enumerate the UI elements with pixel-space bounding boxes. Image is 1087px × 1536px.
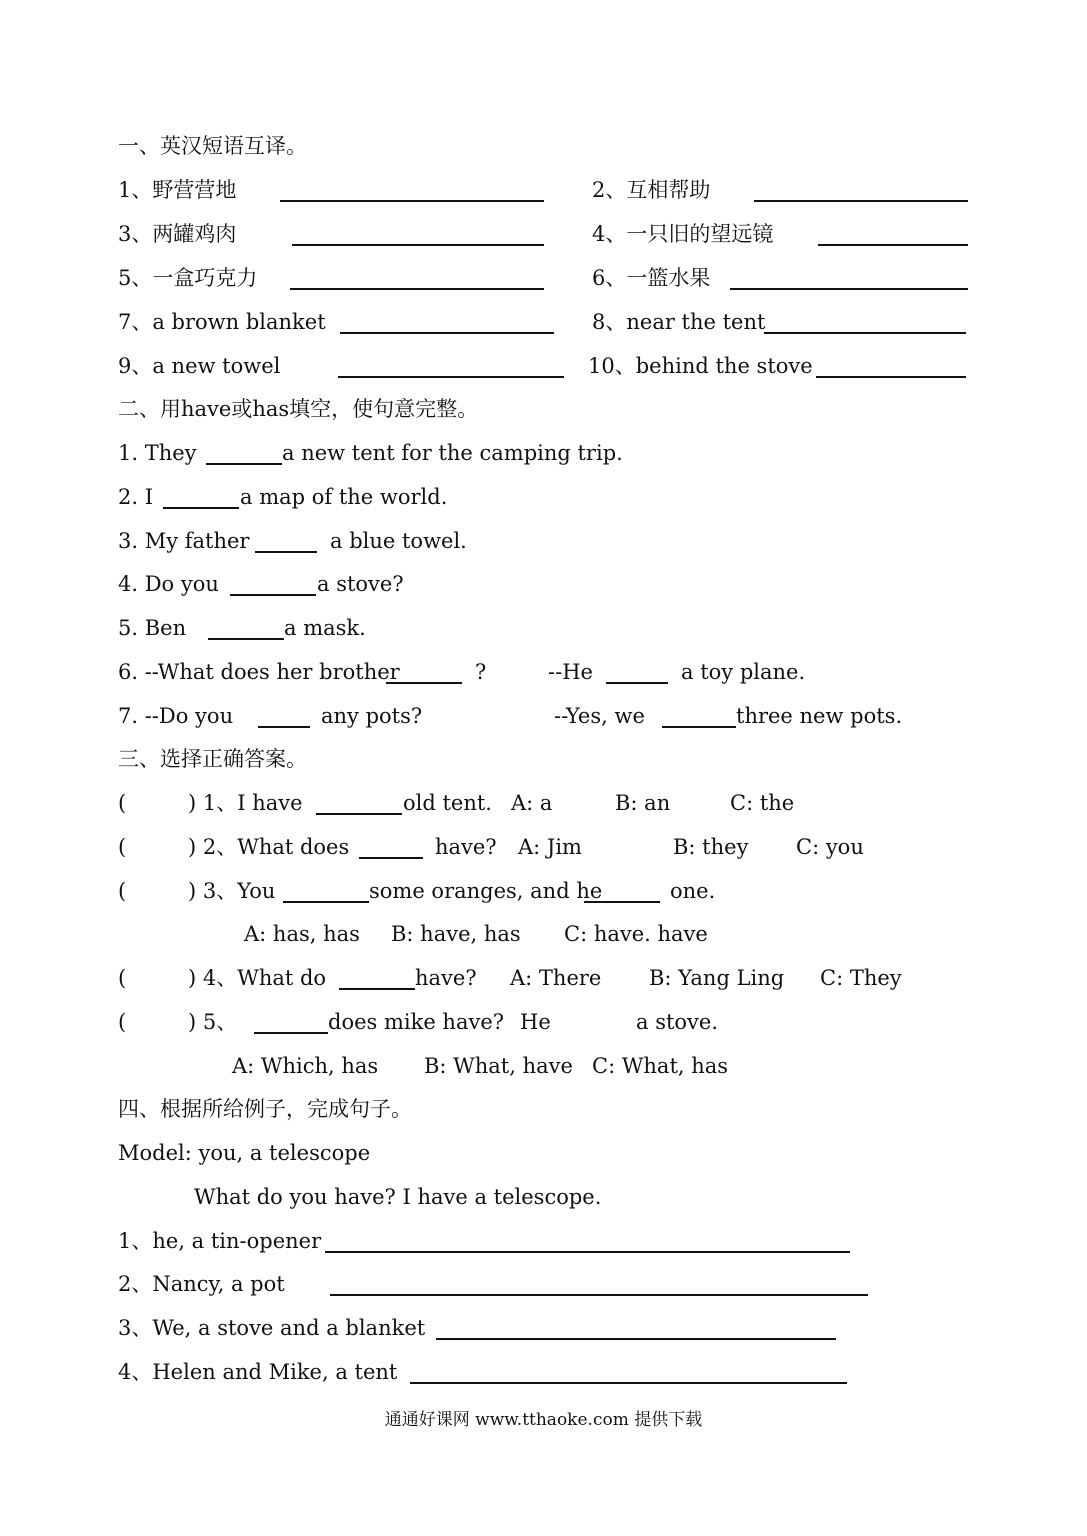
fill-q5-end: a mask. xyxy=(284,616,366,640)
choice-q2-stem: ) 2、What does xyxy=(188,835,350,859)
phrase-item-2: 2、互相帮助 xyxy=(592,178,711,202)
sentence-item-4: 4、Helen and Mike, a tent xyxy=(118,1360,398,1384)
sentence-item-2: 2、Nancy, a pot xyxy=(118,1272,285,1296)
choice-q2-blank[interactable] xyxy=(359,857,423,859)
choice-q2-option-a: A: Jim xyxy=(518,835,582,859)
choice-q5-option-a: A: Which, has xyxy=(232,1054,379,1078)
fill-q7-blank-2[interactable] xyxy=(662,726,736,728)
phrase-item-9: 9、a new towel xyxy=(118,354,281,378)
fill-q3-end: a blue towel. xyxy=(330,529,467,553)
fill-q4-blank[interactable] xyxy=(230,594,316,596)
answer-blank-9[interactable] xyxy=(338,376,564,378)
answer-blank-8[interactable] xyxy=(764,332,966,334)
section-4-heading: 四、根据所给例子，完成句子。 xyxy=(118,1097,412,1121)
section-2-heading: 二、用have或has填空，使句意完整。 xyxy=(118,397,479,421)
answer-blank-7[interactable] xyxy=(340,332,554,334)
choice-q5-option-b: B: What, have xyxy=(424,1054,573,1078)
answer-blank-2[interactable] xyxy=(754,200,968,202)
choice-q1-blank[interactable] xyxy=(316,813,402,815)
fill-q2-start: 2. I xyxy=(118,485,154,509)
choice-q2-option-c: C: you xyxy=(796,835,864,859)
fill-q7-mid: any pots? xyxy=(321,704,423,728)
section-1-heading: 一、英汉短语互译。 xyxy=(118,134,307,158)
choice-q1-stem: ) 1、I have xyxy=(188,791,303,815)
choice-q5-stem: ) 5、 xyxy=(188,1010,238,1034)
phrase-item-3: 3、两罐鸡肉 xyxy=(118,222,237,246)
sentence-blank-1[interactable] xyxy=(325,1251,850,1253)
answer-blank-10[interactable] xyxy=(816,376,966,378)
sentence-item-3: 3、We, a stove and a blanket xyxy=(118,1316,426,1340)
fill-q3-start: 3. My father xyxy=(118,529,250,553)
choice-q3-bracket[interactable]: ( xyxy=(118,879,127,903)
choice-q3-option-c: C: have. have xyxy=(564,922,708,946)
choice-q3-mid: some oranges, and he xyxy=(369,879,603,903)
answer-blank-5[interactable] xyxy=(290,288,544,290)
choice-q2-after: have? xyxy=(435,835,497,859)
choice-q1-option-a: A: a xyxy=(511,791,553,815)
choice-q4-bracket[interactable]: ( xyxy=(118,966,127,990)
choice-q3-blank-1[interactable] xyxy=(283,901,369,903)
fill-q5-blank[interactable] xyxy=(208,638,284,640)
choice-q3-stem: ) 3、You xyxy=(188,879,276,903)
answer-blank-4[interactable] xyxy=(818,244,968,246)
sentence-blank-3[interactable] xyxy=(436,1338,836,1340)
page-footer: 通通好课网 www.tthaoke.com 提供下载 xyxy=(384,1410,703,1430)
section-3-heading: 三、选择正确答案。 xyxy=(118,747,307,771)
fill-q7-end: three new pots. xyxy=(736,704,903,728)
choice-q1-after: old tent. xyxy=(403,791,492,815)
model-answer: What do you have? I have a telescope. xyxy=(194,1185,602,1209)
choice-q4-after: have? xyxy=(415,966,477,990)
choice-q3-option-a: A: has, has xyxy=(244,922,360,946)
choice-q5-he: He xyxy=(520,1010,551,1034)
choice-q2-option-b: B: they xyxy=(673,835,749,859)
phrase-item-7: 7、a brown blanket xyxy=(118,310,326,334)
fill-q1-end: a new tent for the camping trip. xyxy=(282,441,623,465)
phrase-item-1: 1、野营营地 xyxy=(118,178,237,202)
fill-q6-blank-1[interactable] xyxy=(386,682,462,684)
sentence-blank-2[interactable] xyxy=(330,1294,868,1296)
choice-q1-option-b: B: an xyxy=(615,791,671,815)
phrase-item-4: 4、一只旧的望远镜 xyxy=(592,222,774,246)
phrase-item-6: 6、一篮水果 xyxy=(592,266,711,290)
choice-q3-option-b: B: have, has xyxy=(391,922,521,946)
fill-q6-start: 6. --What does her brother xyxy=(118,660,400,684)
fill-q4-end: a stove? xyxy=(317,572,404,596)
phrase-item-8: 8、near the tent xyxy=(592,310,766,334)
fill-q6-reply: --He xyxy=(548,660,593,684)
fill-q1-start: 1. They xyxy=(118,441,197,465)
choice-q1-option-c: C: the xyxy=(730,791,795,815)
choice-q5-bracket[interactable]: ( xyxy=(118,1010,127,1034)
fill-q2-end: a map of the world. xyxy=(240,485,448,509)
sentence-item-1: 1、he, a tin-opener xyxy=(118,1229,322,1253)
phrase-item-10: 10、behind the stove xyxy=(588,354,813,378)
choice-q1-bracket[interactable]: ( xyxy=(118,791,127,815)
choice-q5-option-c: C: What, has xyxy=(592,1054,729,1078)
choice-q5-end: a stove. xyxy=(636,1010,719,1034)
sentence-blank-4[interactable] xyxy=(410,1382,847,1384)
choice-q5-after: does mike have? xyxy=(328,1010,505,1034)
choice-q3-after: one. xyxy=(670,879,716,903)
model-prompt: Model: you, a telescope xyxy=(118,1141,371,1165)
phrase-item-5: 5、一盒巧克力 xyxy=(118,266,258,290)
fill-q3-blank[interactable] xyxy=(255,551,317,553)
choice-q4-option-b: B: Yang Ling xyxy=(649,966,785,990)
choice-q4-stem: ) 4、What do xyxy=(188,966,327,990)
fill-q6-end: a toy plane. xyxy=(681,660,806,684)
fill-q5-start: 5. Ben xyxy=(118,616,187,640)
choice-q5-blank[interactable] xyxy=(254,1032,328,1034)
answer-blank-3[interactable] xyxy=(292,244,544,246)
choice-q3-blank-2[interactable] xyxy=(584,901,660,903)
answer-blank-1[interactable] xyxy=(280,200,544,202)
fill-q1-blank[interactable] xyxy=(206,463,282,465)
choice-q2-bracket[interactable]: ( xyxy=(118,835,127,859)
fill-q6-blank-2[interactable] xyxy=(606,682,668,684)
choice-q4-blank[interactable] xyxy=(339,988,415,990)
fill-q4-start: 4. Do you xyxy=(118,572,219,596)
fill-q7-blank-1[interactable] xyxy=(258,726,310,728)
fill-q7-start: 7. --Do you xyxy=(118,704,234,728)
fill-q6-question-mark: ? xyxy=(475,660,487,684)
choice-q4-option-a: A: There xyxy=(510,966,602,990)
choice-q4-option-c: C: They xyxy=(820,966,902,990)
answer-blank-6[interactable] xyxy=(730,288,968,290)
fill-q2-blank[interactable] xyxy=(163,507,239,509)
fill-q7-reply: --Yes, we xyxy=(554,704,645,728)
